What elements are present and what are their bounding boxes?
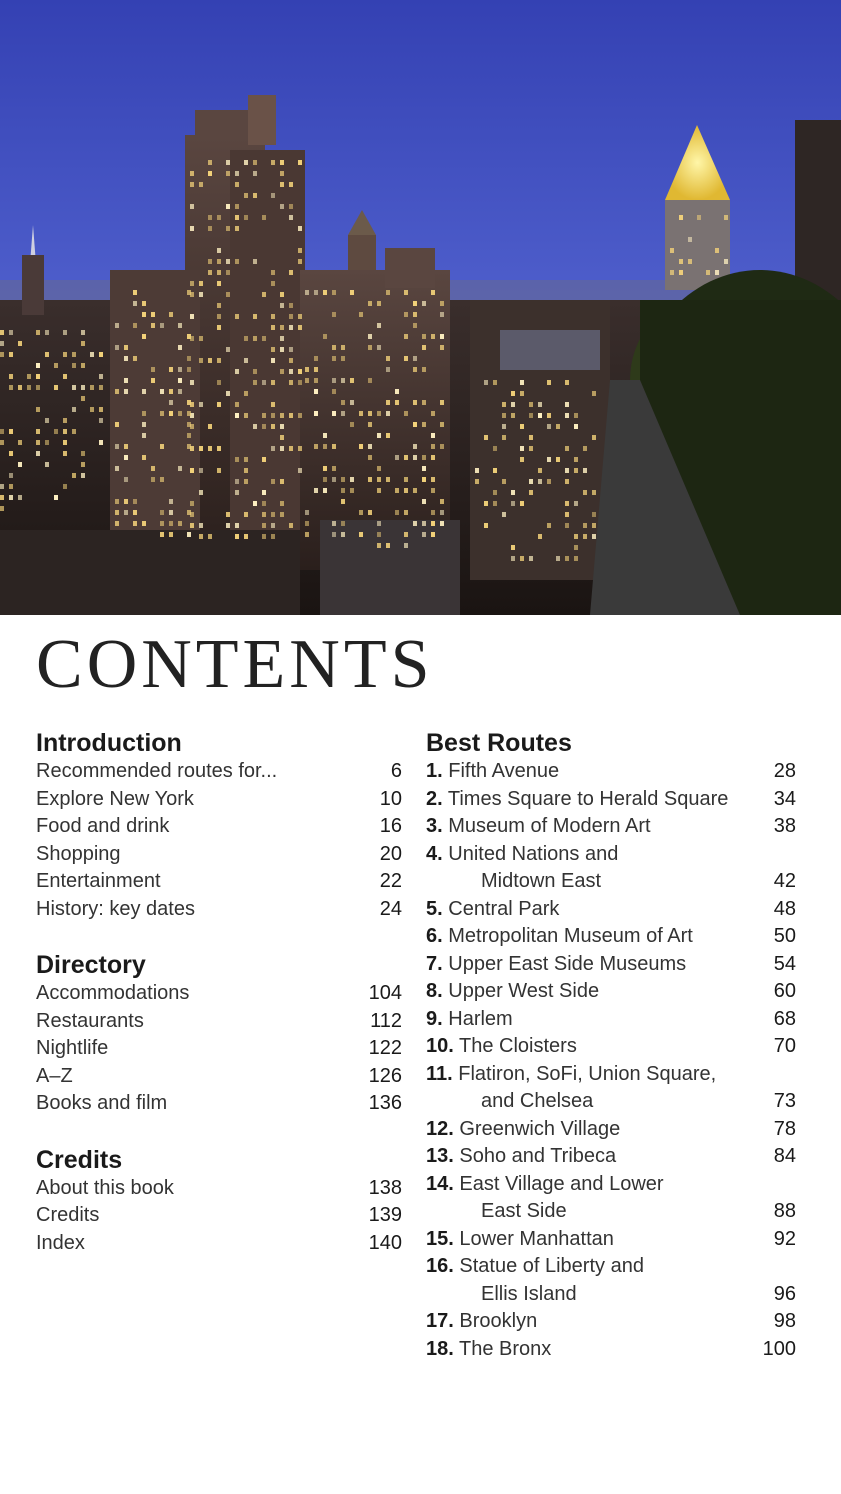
toc-entry[interactable] xyxy=(36,813,402,841)
route-title xyxy=(426,786,728,814)
route-name: Upper East Side Museums xyxy=(448,952,687,975)
route-line xyxy=(426,1253,796,1281)
route-line xyxy=(426,786,796,814)
route-entry[interactable] xyxy=(426,1226,796,1254)
route-line xyxy=(426,978,796,1006)
toc-entry-page: 10 xyxy=(379,787,402,810)
route-title xyxy=(426,1061,716,1089)
route-entry[interactable] xyxy=(426,813,796,841)
route-number: 1. xyxy=(426,760,443,782)
route-line xyxy=(426,896,796,924)
route-name: East Village and Lower xyxy=(459,1172,664,1195)
route-name: Soho and Tribeca xyxy=(459,1145,617,1167)
route-page: 48 xyxy=(773,897,796,920)
toc-entry-page: 22 xyxy=(379,870,402,892)
route-name-continued: Midtown East xyxy=(481,870,602,892)
route-page: 73 xyxy=(773,1090,796,1112)
section-heading: Introduction xyxy=(36,729,182,757)
route-number: 3. xyxy=(426,815,443,837)
route-name: United Nations and xyxy=(448,842,619,865)
toc-entry-page: 20 xyxy=(379,842,402,865)
route-entry[interactable] xyxy=(426,923,796,951)
route-entry[interactable] xyxy=(426,1253,796,1308)
route-number: 2. xyxy=(426,787,443,810)
route-name: Times Square to Herald Square xyxy=(447,787,729,810)
route-name: The Bronx xyxy=(459,1337,552,1360)
toc-entry-page: 112 xyxy=(370,1009,402,1032)
route-page: 98 xyxy=(773,1310,796,1332)
route-line xyxy=(426,1006,796,1034)
toc-section xyxy=(36,1145,402,1258)
toc-entry-label: Recommended routes for... xyxy=(36,760,278,782)
route-page: 88 xyxy=(773,1200,796,1222)
route-page: 92 xyxy=(773,1227,796,1250)
toc-entry-label: Credits xyxy=(36,1204,100,1226)
route-name: Flatiron, SoFi, Union Square, xyxy=(458,1062,717,1085)
route-page: 34 xyxy=(773,787,796,810)
route-line xyxy=(426,758,796,786)
route-line xyxy=(426,1198,796,1226)
route-page: 70 xyxy=(773,1035,796,1057)
route-entry[interactable] xyxy=(426,1143,796,1171)
toc-entry-page: 122 xyxy=(368,1037,402,1059)
route-number: 18. xyxy=(426,1337,454,1360)
route-number: 11. xyxy=(426,1062,453,1085)
route-page: 54 xyxy=(773,952,796,975)
city-skyline-image xyxy=(0,0,841,615)
toc-entry[interactable] xyxy=(36,1230,402,1258)
toc-entry-label: Restaurants xyxy=(36,1009,144,1032)
route-title xyxy=(426,1033,577,1061)
toc-entry-page: 24 xyxy=(379,897,402,920)
route-name-continued: Ellis Island xyxy=(481,1282,577,1305)
route-title xyxy=(426,1116,620,1144)
route-entry[interactable] xyxy=(426,896,796,924)
toc-entry-page: 126 xyxy=(368,1064,402,1087)
route-name: Harlem xyxy=(448,1007,513,1030)
section-heading-best-routes: Best Routes xyxy=(426,729,572,757)
route-entry[interactable] xyxy=(426,1033,796,1061)
route-title xyxy=(426,758,559,786)
route-title xyxy=(426,813,651,841)
route-line xyxy=(426,1281,796,1309)
route-line xyxy=(426,841,796,869)
route-entry[interactable] xyxy=(426,1171,796,1226)
toc-entry-label: Nightlife xyxy=(36,1037,109,1059)
route-line xyxy=(426,1143,796,1171)
route-number: 16. xyxy=(426,1255,454,1277)
toc-entry-label: Accommodations xyxy=(36,982,190,1004)
route-name: The Cloisters xyxy=(459,1035,577,1057)
toc-entry-label: Entertainment xyxy=(36,870,161,892)
route-page: 84 xyxy=(773,1145,796,1167)
toc-section xyxy=(36,950,402,1118)
route-line xyxy=(426,1308,796,1336)
toc-entry-page: 136 xyxy=(368,1092,402,1114)
route-line xyxy=(426,868,796,896)
toc-entry[interactable] xyxy=(36,1202,402,1230)
route-title xyxy=(426,1006,513,1034)
route-entry[interactable] xyxy=(426,1061,796,1116)
page-title: CONTENTS xyxy=(36,626,434,703)
section-heading: Credits xyxy=(36,1145,123,1174)
route-title xyxy=(426,978,599,1006)
route-entry[interactable] xyxy=(426,1006,796,1034)
route-name: Museum of Modern Art xyxy=(448,815,651,837)
route-name: Statue of Liberty and xyxy=(459,1255,644,1277)
route-title xyxy=(426,923,693,951)
route-number: 7. xyxy=(426,952,443,975)
toc-entry-page: 104 xyxy=(368,982,402,1004)
toc-entry-page: 16 xyxy=(379,815,402,837)
route-title xyxy=(426,1226,614,1254)
route-line xyxy=(426,1336,796,1364)
toc-entry-page: 139 xyxy=(368,1204,402,1226)
route-page: 50 xyxy=(773,925,796,947)
route-title xyxy=(426,1253,644,1281)
route-page: 28 xyxy=(773,760,796,782)
route-number: 9. xyxy=(426,1007,443,1030)
route-line xyxy=(426,813,796,841)
route-entry[interactable] xyxy=(426,1308,796,1336)
hero-photo xyxy=(0,0,841,615)
toc-entry-page: 140 xyxy=(368,1231,402,1254)
route-number: 17. xyxy=(426,1310,454,1332)
toc-entry-label: About this book xyxy=(36,1176,174,1199)
route-page: 38 xyxy=(773,815,796,837)
toc-entry-label: Food and drink xyxy=(36,815,170,837)
route-entry[interactable] xyxy=(426,758,796,786)
route-page: 78 xyxy=(773,1117,796,1140)
route-line xyxy=(426,1171,796,1199)
toc-entry[interactable] xyxy=(36,980,402,1008)
toc-entry-label: Index xyxy=(36,1231,85,1254)
route-name: Upper West Side xyxy=(448,980,600,1002)
route-name: Lower Manhattan xyxy=(459,1227,614,1250)
route-title xyxy=(426,1308,537,1336)
toc-left-column xyxy=(36,728,402,1257)
route-title xyxy=(426,1143,616,1171)
route-line xyxy=(426,923,796,951)
route-title xyxy=(426,1336,551,1364)
route-title xyxy=(426,896,559,924)
toc-entry[interactable] xyxy=(36,1063,402,1091)
route-title xyxy=(426,841,618,869)
toc-entry[interactable] xyxy=(36,1008,402,1036)
toc-entry-label: Explore New York xyxy=(36,787,194,810)
route-number: 6. xyxy=(426,925,443,947)
toc-entry[interactable] xyxy=(36,1090,402,1118)
toc-entry-label: Books and film xyxy=(36,1092,168,1114)
route-name: Greenwich Village xyxy=(459,1117,621,1140)
toc-entry-label: Shopping xyxy=(36,842,121,865)
route-number: 10. xyxy=(426,1035,454,1057)
route-name-continued: East Side xyxy=(481,1200,567,1222)
route-entry[interactable] xyxy=(426,786,796,814)
route-entry[interactable] xyxy=(426,841,796,896)
route-line xyxy=(426,1226,796,1254)
route-entry[interactable] xyxy=(426,951,796,979)
route-page: 60 xyxy=(773,980,796,1002)
route-title xyxy=(426,951,686,979)
toc-entry[interactable] xyxy=(36,868,402,896)
route-number: 14. xyxy=(426,1172,454,1195)
toc-entry-label: A–Z xyxy=(36,1064,73,1087)
route-entry[interactable] xyxy=(426,1116,796,1144)
section-heading: Directory xyxy=(36,951,146,979)
toc-entry-page: 138 xyxy=(368,1176,402,1199)
route-name-continued: and Chelsea xyxy=(481,1090,594,1112)
toc-entry-label: History: key dates xyxy=(36,897,195,920)
route-number: 15. xyxy=(426,1227,454,1250)
route-number: 13. xyxy=(426,1145,454,1167)
route-number: 4. xyxy=(426,842,443,865)
toc-entry-page: 6 xyxy=(390,760,402,782)
route-name: Central Park xyxy=(448,897,560,920)
route-line xyxy=(426,951,796,979)
route-name: Metropolitan Museum of Art xyxy=(448,925,693,947)
route-page: 96 xyxy=(773,1282,796,1305)
route-line xyxy=(426,1061,796,1089)
toc-right-column xyxy=(426,728,796,1363)
route-line xyxy=(426,1088,796,1116)
toc-entry[interactable] xyxy=(36,758,402,786)
route-number: 12. xyxy=(426,1117,454,1140)
toc-entry[interactable] xyxy=(36,896,402,924)
route-page: 100 xyxy=(762,1337,796,1360)
route-entry[interactable] xyxy=(426,978,796,1006)
toc-entry[interactable] xyxy=(36,786,402,814)
route-line xyxy=(426,1116,796,1144)
route-page: 68 xyxy=(773,1007,796,1030)
toc-section xyxy=(36,728,402,923)
route-name: Brooklyn xyxy=(459,1310,538,1332)
route-title xyxy=(426,1171,664,1199)
toc-entry[interactable] xyxy=(36,841,402,869)
toc-entry[interactable] xyxy=(36,1035,402,1063)
route-page: 42 xyxy=(773,870,796,892)
route-name: Fifth Avenue xyxy=(448,760,560,782)
route-number: 5. xyxy=(426,897,443,920)
route-number: 8. xyxy=(426,980,443,1002)
route-line xyxy=(426,1033,796,1061)
route-entry[interactable] xyxy=(426,1336,796,1364)
toc-entry[interactable] xyxy=(36,1175,402,1203)
